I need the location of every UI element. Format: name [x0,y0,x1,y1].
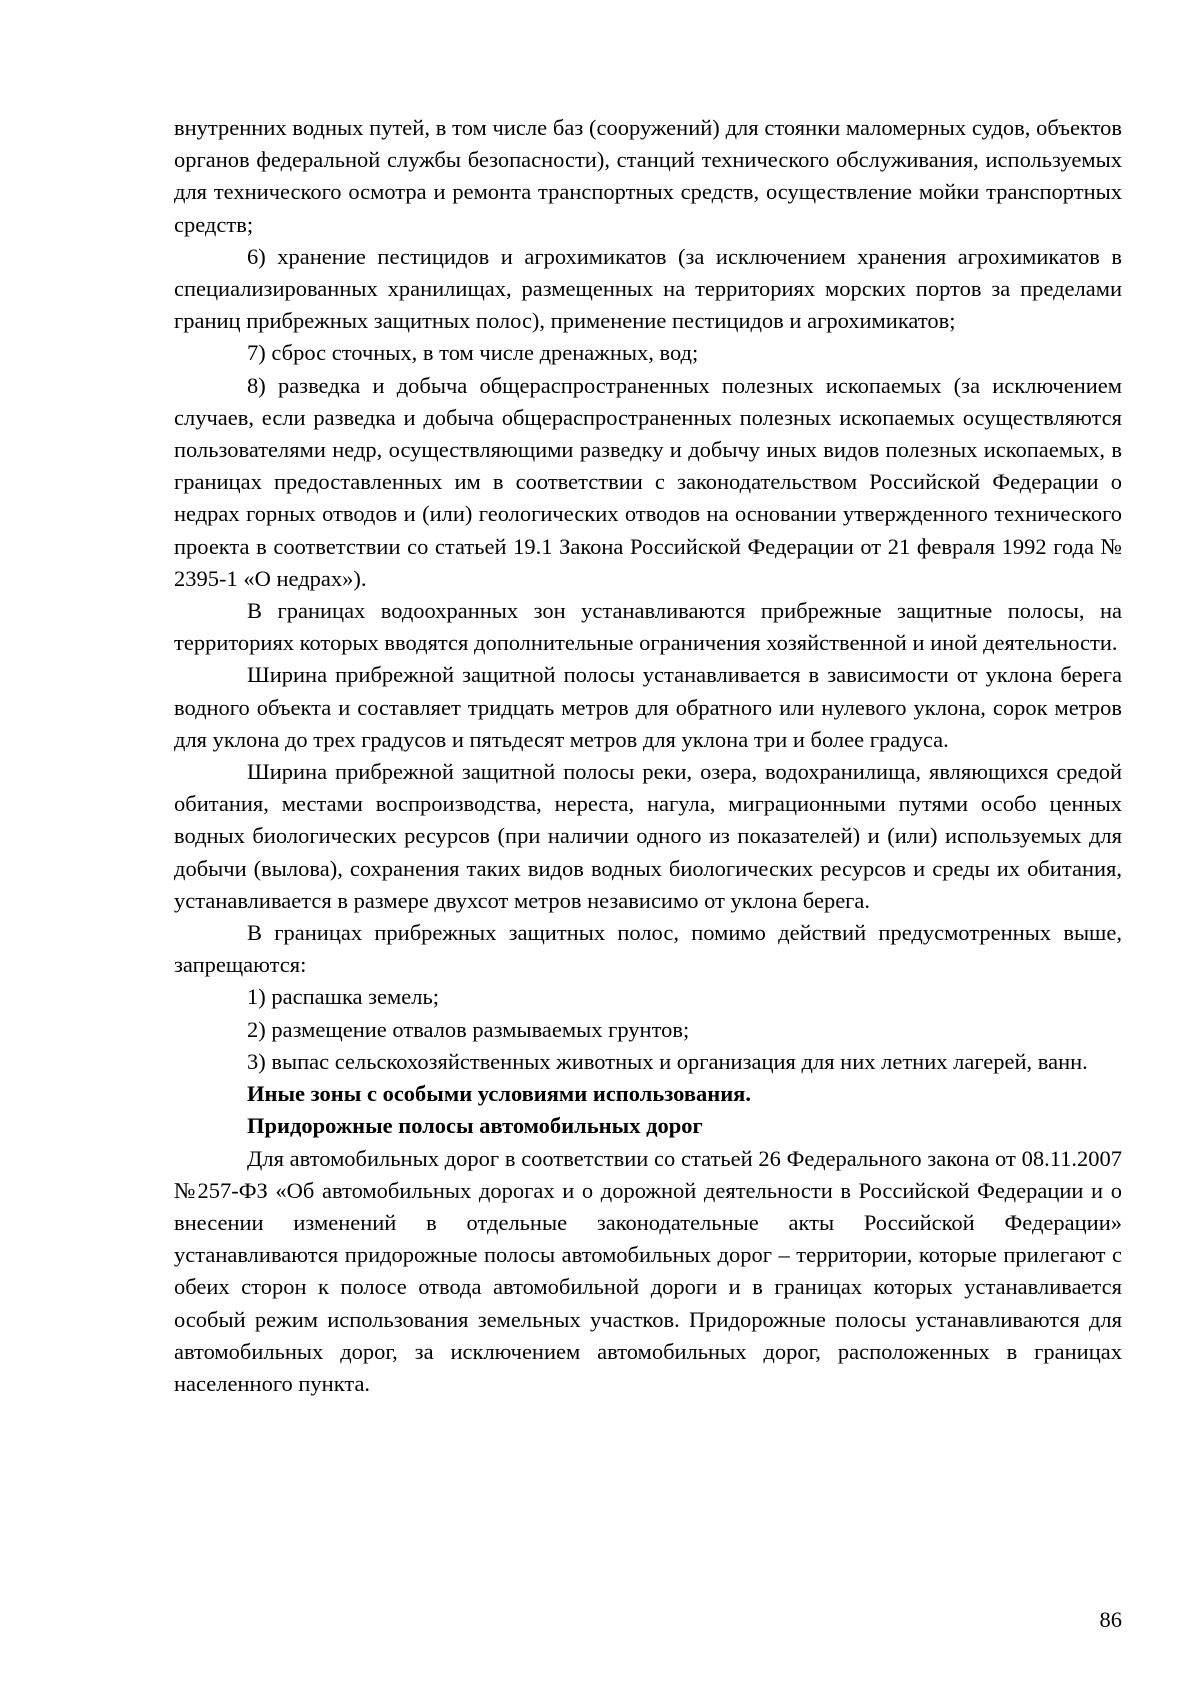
list-item-1-plowing: 1) распашка земель; [247,984,439,1010]
list-item-3-grazing: 3) выпас сельскохозяйственных животных и организация для них летних лагерей, ванн. [247,1048,1088,1074]
section-heading-other-zones: Иные зоны с особыми условиями использования. [247,1081,751,1107]
list-item-2-dumps: 2) размещение отвалов размываемых грунтов; [247,1016,690,1042]
list-item-7-wastewater: 7) сброс сточных, в том числе дренажных, вод; [247,340,699,366]
paragraph-strip-width: Ширина прибрежной защитной полосы устанавливается в зависимости от уклона берега водного объекта и составляет тридцать метров для обратного или нулевого уклона, сорок метров для уклона до трех градусов и пятьдесят метров для уклона три и более градуса. [174,662,1122,752]
paragraph-prohibitions-intro: В границах прибрежных защитных полос, помимо действий предусмотренных выше, запрещаются: [174,920,1122,978]
paragraph-coastal-strips: В границах водоохранных зон устанавливаются прибрежные защитные полосы, на территориях которых вводятся дополнительные ограничения хозяйственной и иной деятельности. [174,598,1122,656]
section-heading-roadside-strips: Придорожные полосы автомобильных дорог [247,1113,703,1139]
paragraph-strip-width-valuable: Ширина прибрежной защитной полосы реки, озера, водохранилища, являющихся средой обитания, местами воспроизводства, нереста, нагула, миграционными путями особо ценных водных биологических ресурсов (при наличии одного из показателей) и (или) используемых для добычи (вылова), сохранения таких видов водных биологических ресурсов и среды их обитания, устанавливается в размере двухсот метров независимо от уклона берега. [174,759,1122,913]
paragraph-continuation: внутренних водных путей, в том числе баз (сооружений) для стоянки маломерных судов, объектов органов федеральной службы безопасности), станций технического обслуживания, используемых для технического осмотра и ремонта транспортных средств, осуществление мойки транспортных средств; [174,115,1122,237]
list-item-8-mining: 8) разведка и добыча общераспространенных полезных ископаемых (за исключением случаев, если разведка и добыча общераспространенных полезных ископаемых осуществляются пользователями недр, осуществляющими разведку и добычу иных видов полезных ископаемых, в границах предоставленных им в соответствии с законодательством Российской Федерации о недрах горных отводов и (или) геологических отводов на основании утвержденного технического проекта в соответствии со статьей 19.1 Закона Российской Федерации от 21 февраля 1992 года № 2395-1 «О недрах»). [174,372,1122,591]
paragraph-roadside-strips: Для автомобильных дорог в соответствии со статьей 26 Федерального закона от 08.11.2007 №257-ФЗ «Об автомобильных дорогах и о дорожной деятельности в Российской Федерации и о внесении изменений в отдельные законодательные акты Российской Федерации» устанавливаются придорожные полосы автомобильных дорог – территории, которые прилегают с обеих сторон к полосе отвода автомобильной дороги и в границах которых устанавливается особый режим использования земельных участков. Придорожные полосы устанавливаются для автомобильных дорог, за исключением автомобильных дорог, расположенных в границах населенного пункта. [174,1145,1122,1396]
document-body [174,112,1122,1400]
page-number: 86 [1099,1607,1122,1632]
list-item-6-pesticides: 6) хранение пестицидов и агрохимикатов (за исключением хранения агрохимикатов в специализированных хранилищах, размещенных на территориях морских портов за пределами границ прибрежных защитных полос), применение пестицидов и агрохимикатов; [174,243,1122,334]
